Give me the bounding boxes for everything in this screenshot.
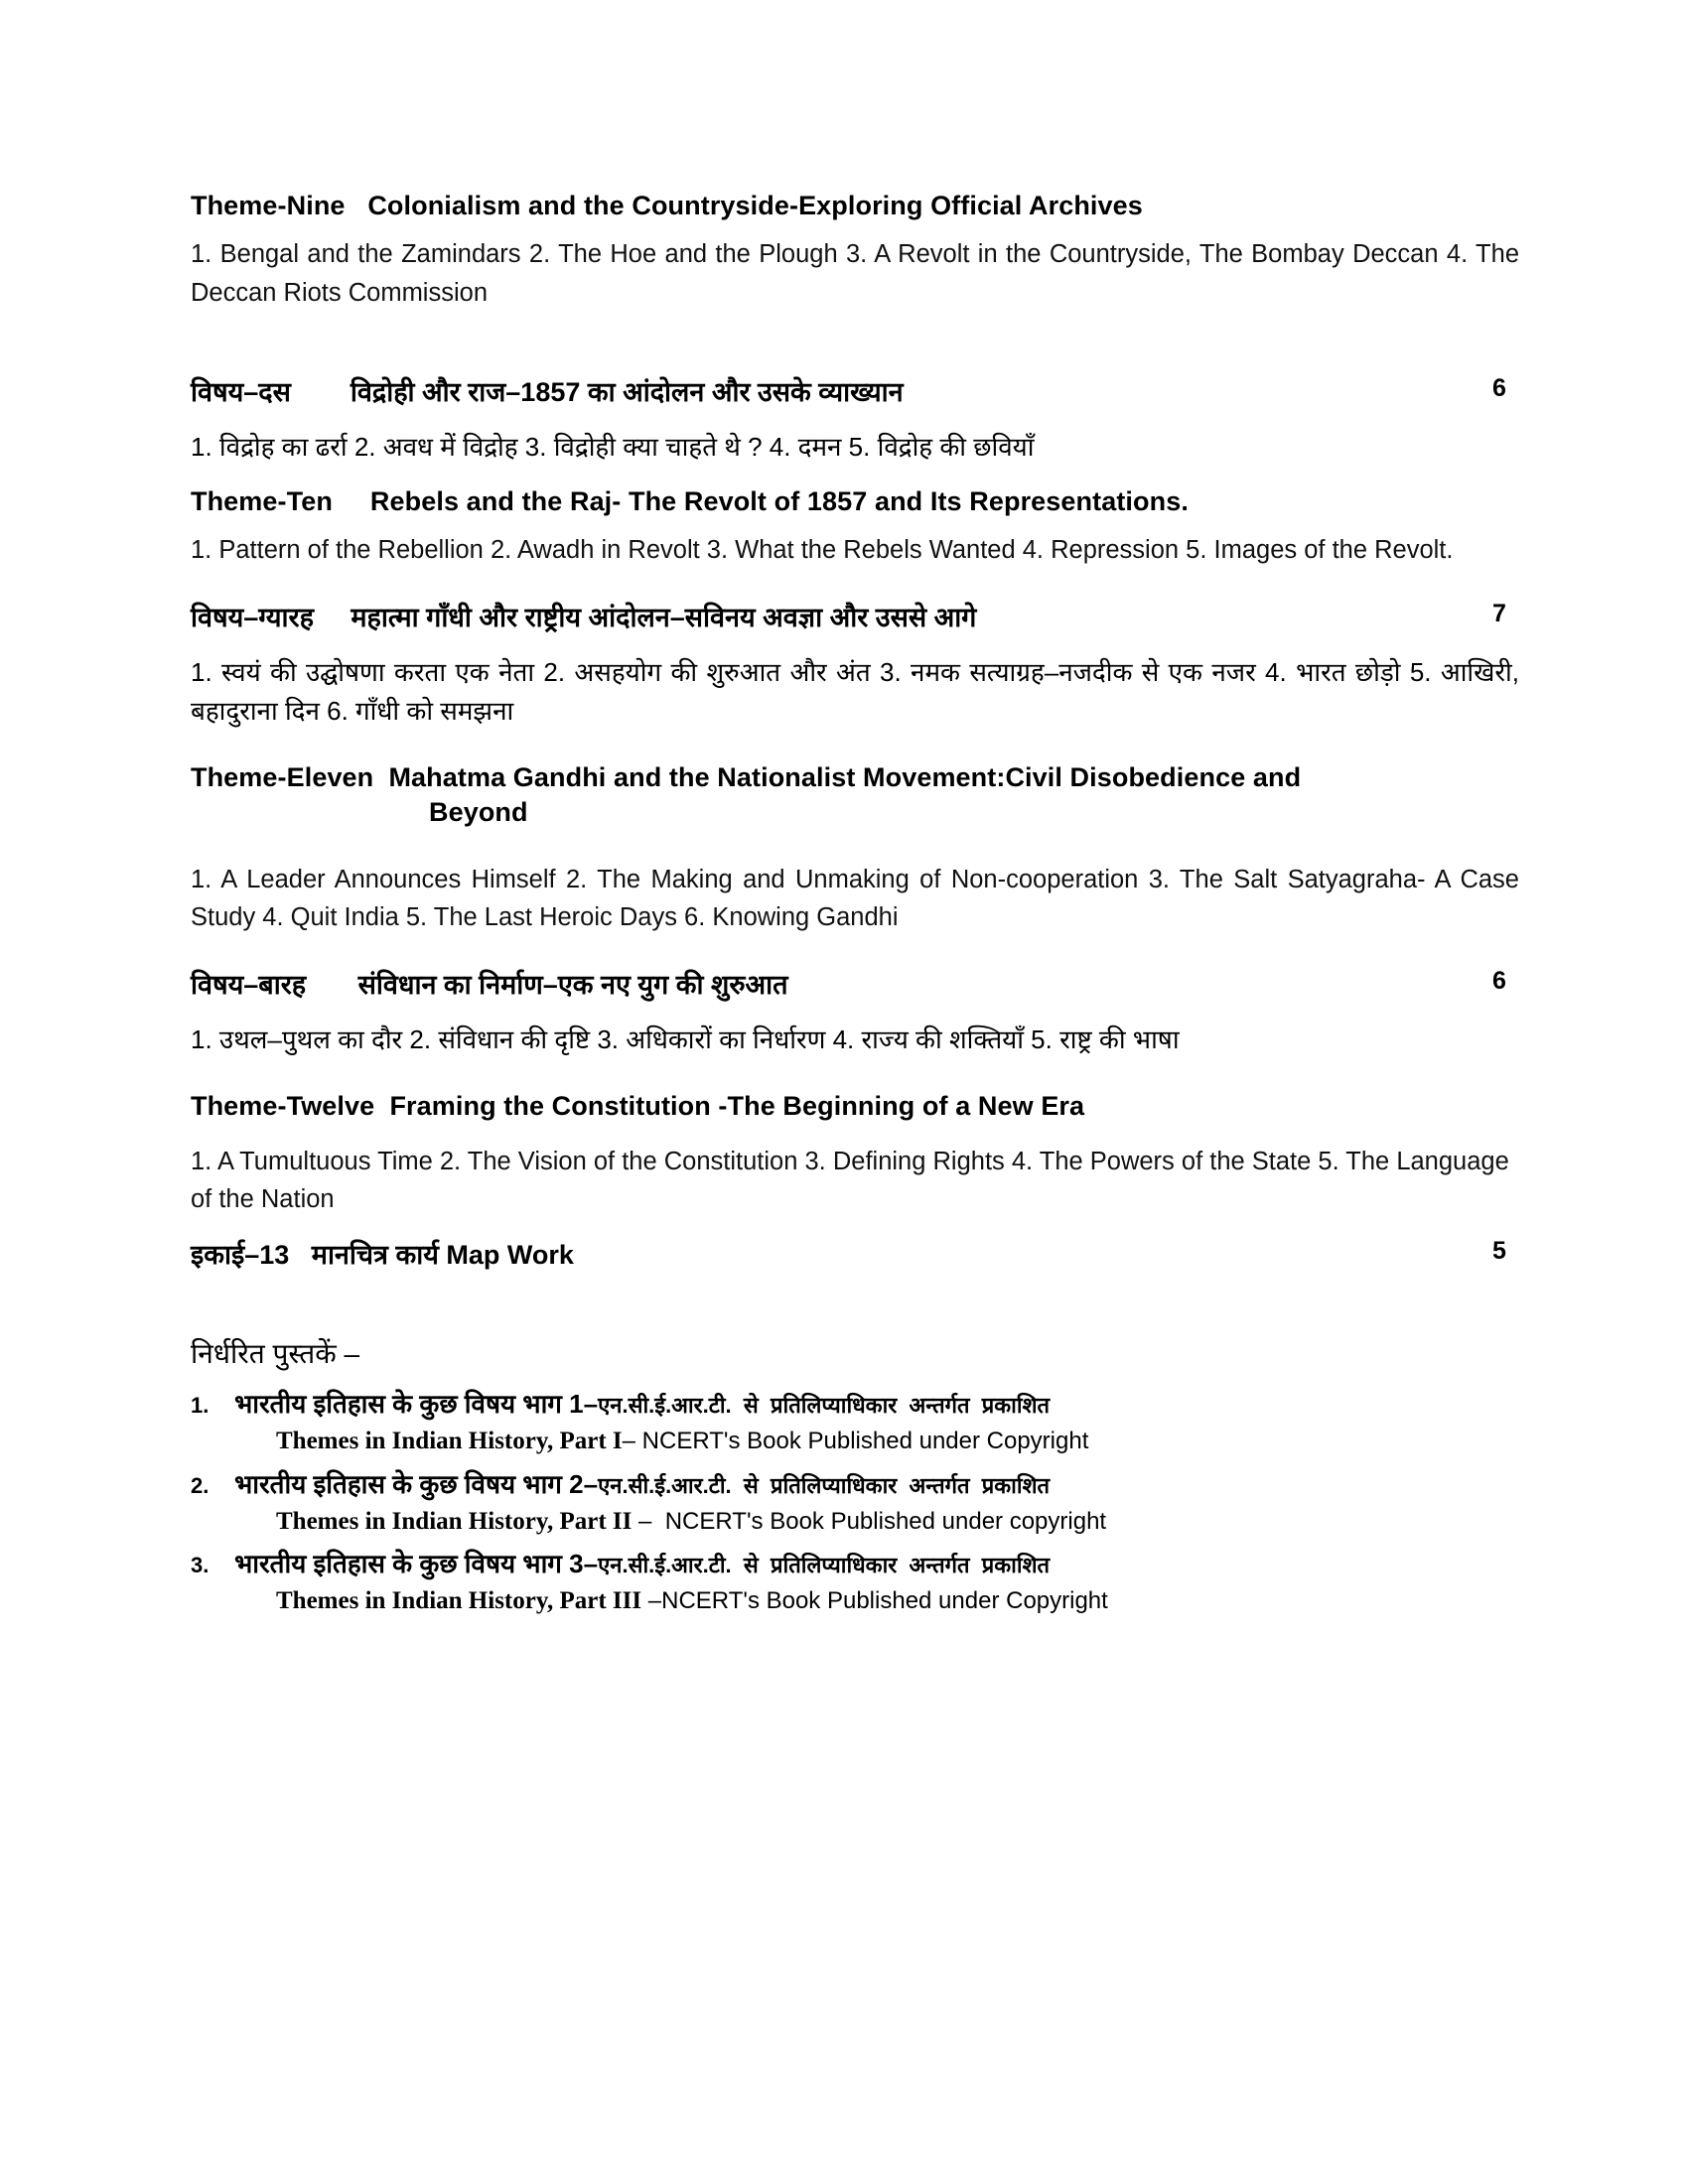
theme-nine-heading: Theme-Nine Colonialism and the Countryside-Exploring Official Archives: [191, 191, 1143, 220]
prescribed-books-block: [191, 1334, 1519, 1619]
list-item: [191, 1546, 1519, 1619]
book-number: 1.: [191, 1393, 210, 1419]
book-english-line: [234, 1582, 1519, 1620]
vishay-gyarah-marks: 7: [1492, 599, 1506, 627]
book-english-line: [234, 1423, 1519, 1460]
section-theme-eleven: [191, 760, 1527, 937]
book-hindi-note: एन.सी.ई.आर.टी. से प्रतिलिप्याधिकार अन्तर्गत प्रकाशित: [598, 1553, 1051, 1578]
spacer: [191, 467, 1519, 484]
section-theme-ten: [191, 484, 1519, 570]
spacer: [191, 410, 1519, 428]
spacer: [191, 1219, 1519, 1237]
ikai-13-heading: इकाई–13 मानचित्र कार्य Map Work: [191, 1240, 574, 1271]
book-lines: [234, 1546, 1519, 1619]
book-english-note: –NCERT's Book Published under Copyright: [641, 1587, 1108, 1615]
vishay-das-heading: विषय–दस विद्रोही और राज–1857 का आंदोलन और उसके व्याख्यान: [191, 376, 904, 407]
theme-ten-heading: Theme-Ten Rebels and the Raj- The Revolt of 1857 and Its Representations.: [191, 486, 1189, 517]
book-number: 2.: [191, 1472, 210, 1498]
vishay-barah-marks: 6: [1492, 967, 1506, 995]
theme-eleven-heading-line2: Beyond: [429, 797, 528, 828]
theme-eleven-body: 1. A Leader Announces Himself 2. The Making and Unmaking of Non-cooperation 3. The Salt Satyagraha- A Case Study 4. Quit India 5. The Last Heroic Days 6. Knowing Gandhi: [191, 865, 1527, 932]
book-hindi-line: [234, 1386, 1519, 1423]
spacer: [191, 519, 1519, 531]
book-hindi-title: भारतीय इतिहास के कुछ विषय भाग 2–: [234, 1468, 599, 1499]
ikai-13-marks: 5: [1492, 1237, 1506, 1266]
book-hindi-line: [234, 1466, 1519, 1503]
book-hindi-line: [234, 1546, 1519, 1582]
spacer: [191, 1125, 1519, 1143]
book-english-note: – NCERT's Book Published under Copyright: [622, 1428, 1089, 1455]
theme-nine-body: 1. Bengal and the Zamindars 2. The Hoe and the Plough 3. A Revolt in the Countryside, The Bombay Deccan 4. The Deccan Riots Commission: [191, 240, 1541, 307]
spacer: [191, 635, 1519, 653]
vishay-gyarah-body: 1. स्वयं की उद्घोषणा करता एक नेता 2. असहयोग की शुरुआत और अंत 3. नमक सत्याग्रह–नजदीक से एक नजर 4. भारत छोड़ो 5. आखिरी, बहादुराना दिन 6. गाँधी को समझना: [191, 657, 1527, 727]
book-lines: [234, 1466, 1519, 1540]
spacer: [191, 1003, 1519, 1021]
book-english-title: Themes in Indian History, Part I: [276, 1428, 623, 1455]
spacer: [191, 1273, 1519, 1334]
spacer: [191, 731, 1519, 760]
spacer: [191, 1372, 1519, 1386]
book-lines: [234, 1386, 1519, 1459]
book-number: 3.: [191, 1553, 210, 1578]
list-item: [191, 1466, 1519, 1540]
vishay-das-body: 1. विद्रोह का ढर्रा 2. अवध में विद्रोह 3. विद्रोही क्या चाहते थे ? 4. दमन 5. विद्रोह की छवियाँ: [191, 432, 1035, 463]
book-hindi-title: भारतीय इतिहास के कुछ विषय भाग 1–: [234, 1389, 599, 1420]
vishay-gyarah-heading: विषय–ग्यारह महात्मा गाँधी और राष्ट्रीय आंदोलन–सविनय अवज्ञा और उससे आगे: [191, 602, 977, 632]
spacer: [191, 223, 1519, 235]
theme-twelve-heading: Theme-Twelve Framing the Constitution -The Beginning of a New Era: [191, 1091, 1085, 1122]
spacer: [191, 831, 1519, 861]
theme-ten-body: 1. Pattern of the Rebellion 2. Awadh in Revolt 3. What the Rebels Wanted 4. Repression 5. Images of the Revolt.: [191, 536, 1454, 565]
vishay-barah-heading: विषय–बारह संविधान का निर्माण–एक नए युग की शुरुआत: [191, 970, 788, 1000]
book-english-line: [234, 1503, 1519, 1541]
list-item: [191, 1386, 1519, 1459]
spacer: [191, 1059, 1519, 1089]
theme-eleven-heading: Theme-Eleven Mahatma Gandhi and the Nationalist Movement:Civil Disobedience and: [191, 762, 1302, 793]
book-hindi-title: भारतीय इतिहास के कुछ विषय भाग 3–: [234, 1549, 599, 1579]
section-theme-twelve: [191, 1089, 1519, 1219]
section-theme-nine: [191, 189, 1541, 313]
book-hindi-note: एन.सी.ई.आर.टी. से प्रतिलिप्याधिकार अन्तर्गत प्रकाशित: [598, 1472, 1051, 1498]
theme-twelve-body: 1. A Tumultuous Time 2. The Vision of the Constitution 3. Defining Rights 4. The Powers of the State 5. The Language of the Nation: [191, 1147, 1516, 1214]
section-ikai-13: [191, 1237, 1519, 1273]
spacer: [191, 937, 1519, 967]
spacer: [191, 313, 1519, 374]
book-english-title: Themes in Indian History, Part II: [276, 1507, 633, 1535]
book-hindi-note: एन.सी.ई.आर.टी. से प्रतिलिप्याधिकार अन्तर्गत प्रकाशित: [598, 1393, 1051, 1419]
section-vishay-das: [191, 374, 1519, 410]
spacer: [191, 570, 1519, 600]
section-vishay-barah: [191, 967, 1519, 1003]
prescribed-books-title: निर्धरित पुस्तकें –: [191, 1338, 360, 1370]
book-english-note: – NCERT's Book Published under copyright: [632, 1507, 1107, 1535]
book-english-title: Themes in Indian History, Part III: [276, 1587, 642, 1615]
vishay-das-marks: 6: [1492, 373, 1506, 402]
vishay-barah-body: 1. उथल–पुथल का दौर 2. संविधान की दृष्टि 3. अधिकारों का निर्धारण 4. राज्य की शक्तियाँ 5. राष्ट्र की भाषा: [191, 1024, 1180, 1055]
section-vishay-gyarah: [191, 600, 1519, 635]
